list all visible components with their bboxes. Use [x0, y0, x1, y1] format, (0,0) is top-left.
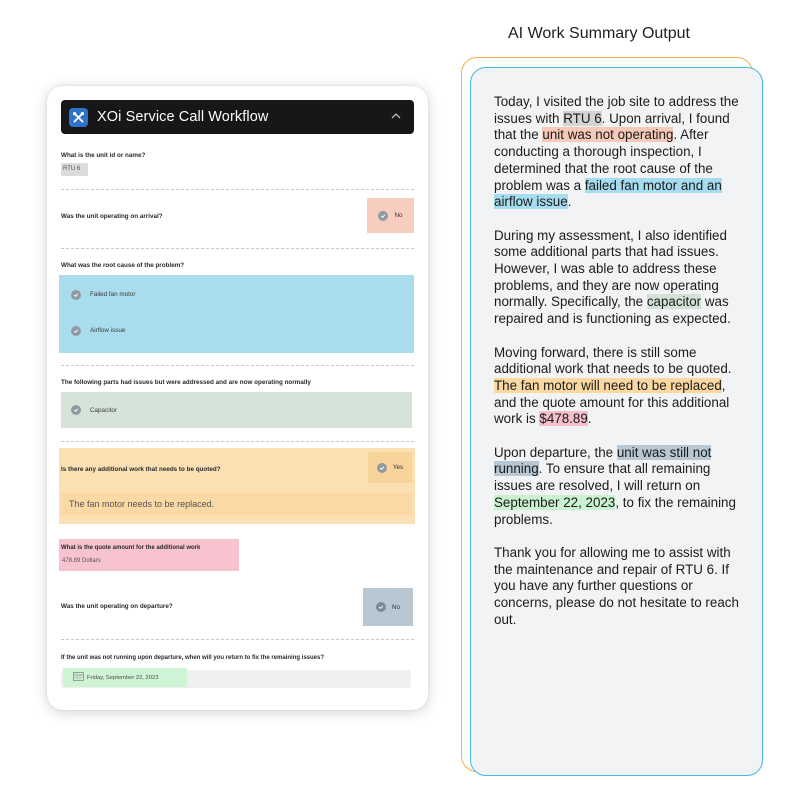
departure-answer: No [391, 603, 401, 611]
quote-highlight [59, 539, 239, 571]
question-unit-id: What is the unit id or name? [61, 152, 146, 159]
workflow-card [47, 86, 428, 710]
highlight-departure-status: unit was still not running [494, 444, 712, 477]
return-date-value[interactable] [63, 668, 187, 687]
summary-text-run: was repaired and is functioning as expected. [494, 294, 731, 327]
summary-text-run: . To ensure that all remaining issues are resolved, I will return on [494, 461, 711, 494]
check-circle-icon [71, 405, 81, 415]
check-circle-icon [377, 463, 387, 473]
check-circle-icon [376, 602, 386, 612]
summary-text-run: . [587, 411, 592, 427]
return-date-text: Friday, September 22, 2023 [87, 674, 159, 681]
question-return-date: If the unit was not running upon departure, when will you return to fix the remaining issues? [61, 655, 325, 661]
additional-work-yes-toggle[interactable] [368, 452, 412, 483]
highlight-arrival-status: unit was not operating [542, 127, 674, 143]
summary-text-run: Today, I visited the job site to address the issues with [494, 94, 739, 126]
option-label: Failed fan motor [90, 291, 136, 298]
summary-text-run: , and the quote amount for this additional work is [494, 377, 730, 427]
question-parts-addressed: The following parts had issues but were addressed and are now operating normally [61, 379, 311, 386]
highlight-root-cause: failed fan motor and an airflow issue [494, 177, 722, 210]
highlight-unit-id: RTU 6 [563, 110, 602, 126]
divider [61, 248, 414, 249]
summary-text-run: During my assessment, I also identified some additional parts that had issues. However, I was able to address these problems, and they are now operating normally. Specifically, the [494, 227, 727, 310]
additional-work-detail[interactable]: The fan motor needs to be replaced. [61, 493, 412, 515]
summary-text-run: Moving forward, there is still some additional work that needs to be quoted. [494, 344, 732, 377]
root-cause-option[interactable] [61, 277, 412, 312]
question-additional-work: Is there any additional work that needs to be quoted? [61, 466, 221, 473]
divider [61, 365, 414, 366]
summary-paragraph [494, 445, 746, 529]
highlight-parts: capacitor [646, 294, 702, 310]
divider [61, 189, 414, 190]
summary-text [494, 94, 746, 645]
chevron-up-icon[interactable] [388, 108, 404, 124]
arrival-answer: No [394, 212, 403, 219]
summary-text-run: Thank you for allowing me to assist with the maintenance and repair of RTU 6. If you have any further questions or concerns, please do not hesitate to reach out. [494, 544, 739, 627]
summary-paragraph [494, 94, 746, 211]
workflow-header [61, 100, 414, 134]
parts-option[interactable] [61, 392, 412, 428]
highlight-return-date: September 22, 2023 [494, 494, 616, 510]
option-label: Capacitor [90, 406, 117, 414]
summary-text-run: . [567, 194, 572, 210]
question-root-cause: What was the root cause of the problem? [61, 262, 185, 269]
additional-work-answer: Yes [392, 464, 404, 471]
summary-text-run: , to fix the remaining problems. [494, 494, 736, 527]
answer-quote-amount: 478.89 Dollars [62, 558, 101, 564]
workflow-title: XOi Service Call Workflow [97, 109, 269, 125]
question-operating-departure: Was the unit operating on departure? [61, 603, 173, 610]
summary-text-run: . Upon arrival, I found that the [494, 110, 730, 143]
check-circle-icon [378, 211, 388, 221]
question-quote-amount: What is the quote amount for the additional work [61, 545, 201, 551]
summary-text-run: Upon departure, the [494, 444, 617, 460]
highlight-additional-work: The fan motor will need to be replaced [494, 377, 722, 393]
summary-paragraph [494, 228, 746, 328]
root-cause-option[interactable] [61, 313, 412, 348]
divider [61, 441, 414, 442]
highlight-quote-amount: $478.89 [539, 411, 588, 427]
tools-icon [69, 108, 88, 127]
check-circle-icon [71, 290, 81, 300]
check-circle-icon [71, 326, 81, 336]
departure-no-toggle[interactable] [363, 588, 413, 626]
option-label: Airflow issue [90, 327, 126, 334]
summary-text-run: . After conducting a thorough inspection, I determined that the root cause of the problem was a [494, 127, 713, 193]
arrival-no-toggle[interactable] [367, 198, 414, 233]
summary-paragraph [494, 345, 746, 429]
divider [61, 639, 414, 640]
summary-paragraph [494, 545, 746, 629]
summary-title: AI Work Summary Output [508, 25, 690, 42]
answer-unit-id: RTU 6 [63, 166, 81, 172]
calendar-icon [73, 672, 84, 683]
question-operating-arrival: Was the unit operating on arrival? [61, 213, 163, 220]
